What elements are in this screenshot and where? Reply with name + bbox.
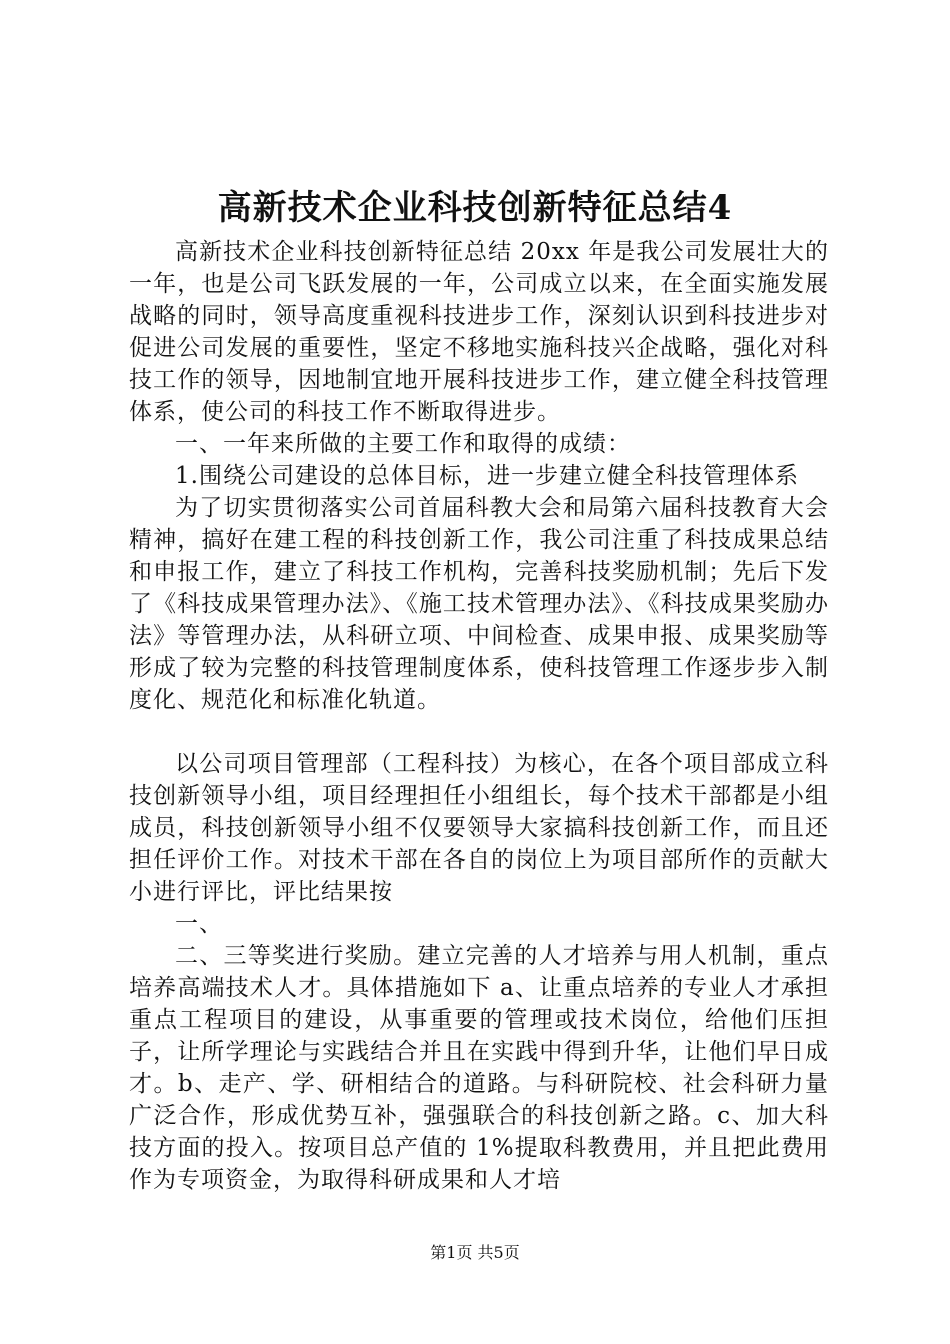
section-heading-1: 一、一年来所做的主要工作和取得的成绩： — [175, 431, 631, 457]
paragraph-intro: 高新技术企业科技创新特征总结 20xx 年是我公司发展壮大的一年，也是公司飞跃发展的一年，公司成立以来，在全面实施发展战略的同时，领导高度重视科技进步工作，深刻认识到科技进步对促进公司发展的重要性，坚定不移地实施科技兴企战略，强化对科技工作的领导，因地制宜地开展科技进步工作，建立健全科技管理体系，使公司的科技工作不断取得进步。 — [129, 239, 829, 425]
paragraph-list-marker: 一、 — [175, 911, 223, 937]
paragraph-talent-training: 二、三等奖进行奖励。建立完善的人才培养与用人机制，重点培养高端技术人才。具体措施如下 a、让重点培养的专业人才承担重点工程项目的建设，从事重要的管理或技术岗位，给他们压担子，让所学理论与实践结合并且在实践中得到升华，让他们早日成才。b、走产、学、研相结合的道路。与科研院校、社会科研力量广泛合作，形成优势互补，强强联合的科技创新之路。c、加大科技方面的投入。按项目总产值的 1%提取科教费用，并且把此费用作为专项资金，为取得科研成果和人才培 — [129, 943, 829, 1193]
page-number: 第1页 共5页 — [430, 1243, 520, 1262]
subsection-heading-1: 1.围绕公司建设的总体目标，进一步建立健全科技管理体系 — [175, 463, 799, 489]
paragraph-innovation-group: 以公司项目管理部（工程科技）为核心，在各个项目部成立科技创新领导小组，项目经理担任小组组长，每个技术干部都是小组成员，科技创新领导小组不仅要领导大家搞科技创新工作，而且还担任评价工作。对技术干部在各自的岗位上为项目部所作的贡献大小进行评比，评比结果按 — [129, 751, 829, 905]
paragraph-management-system: 为了切实贯彻落实公司首届科教大会和局第六届科技教育大会精神，搞好在建工程的科技创新工作，我公司注重了科技成果总结和申报工作，建立了科技工作机构，完善科技奖励机制；先后下发了《科技成果管理办法》、《施工技术管理办法》、《科技成果奖励办法》等管理办法，从科研立项、中间检查、成果申报、成果奖励等形成了较为完整的科技管理制度体系，使科技管理工作逐步步入制度化、规范化和标准化轨道。 — [129, 495, 829, 713]
document-title: 高新技术企业科技创新特征总结4 — [217, 188, 733, 228]
document-body — [129, 236, 829, 1196]
